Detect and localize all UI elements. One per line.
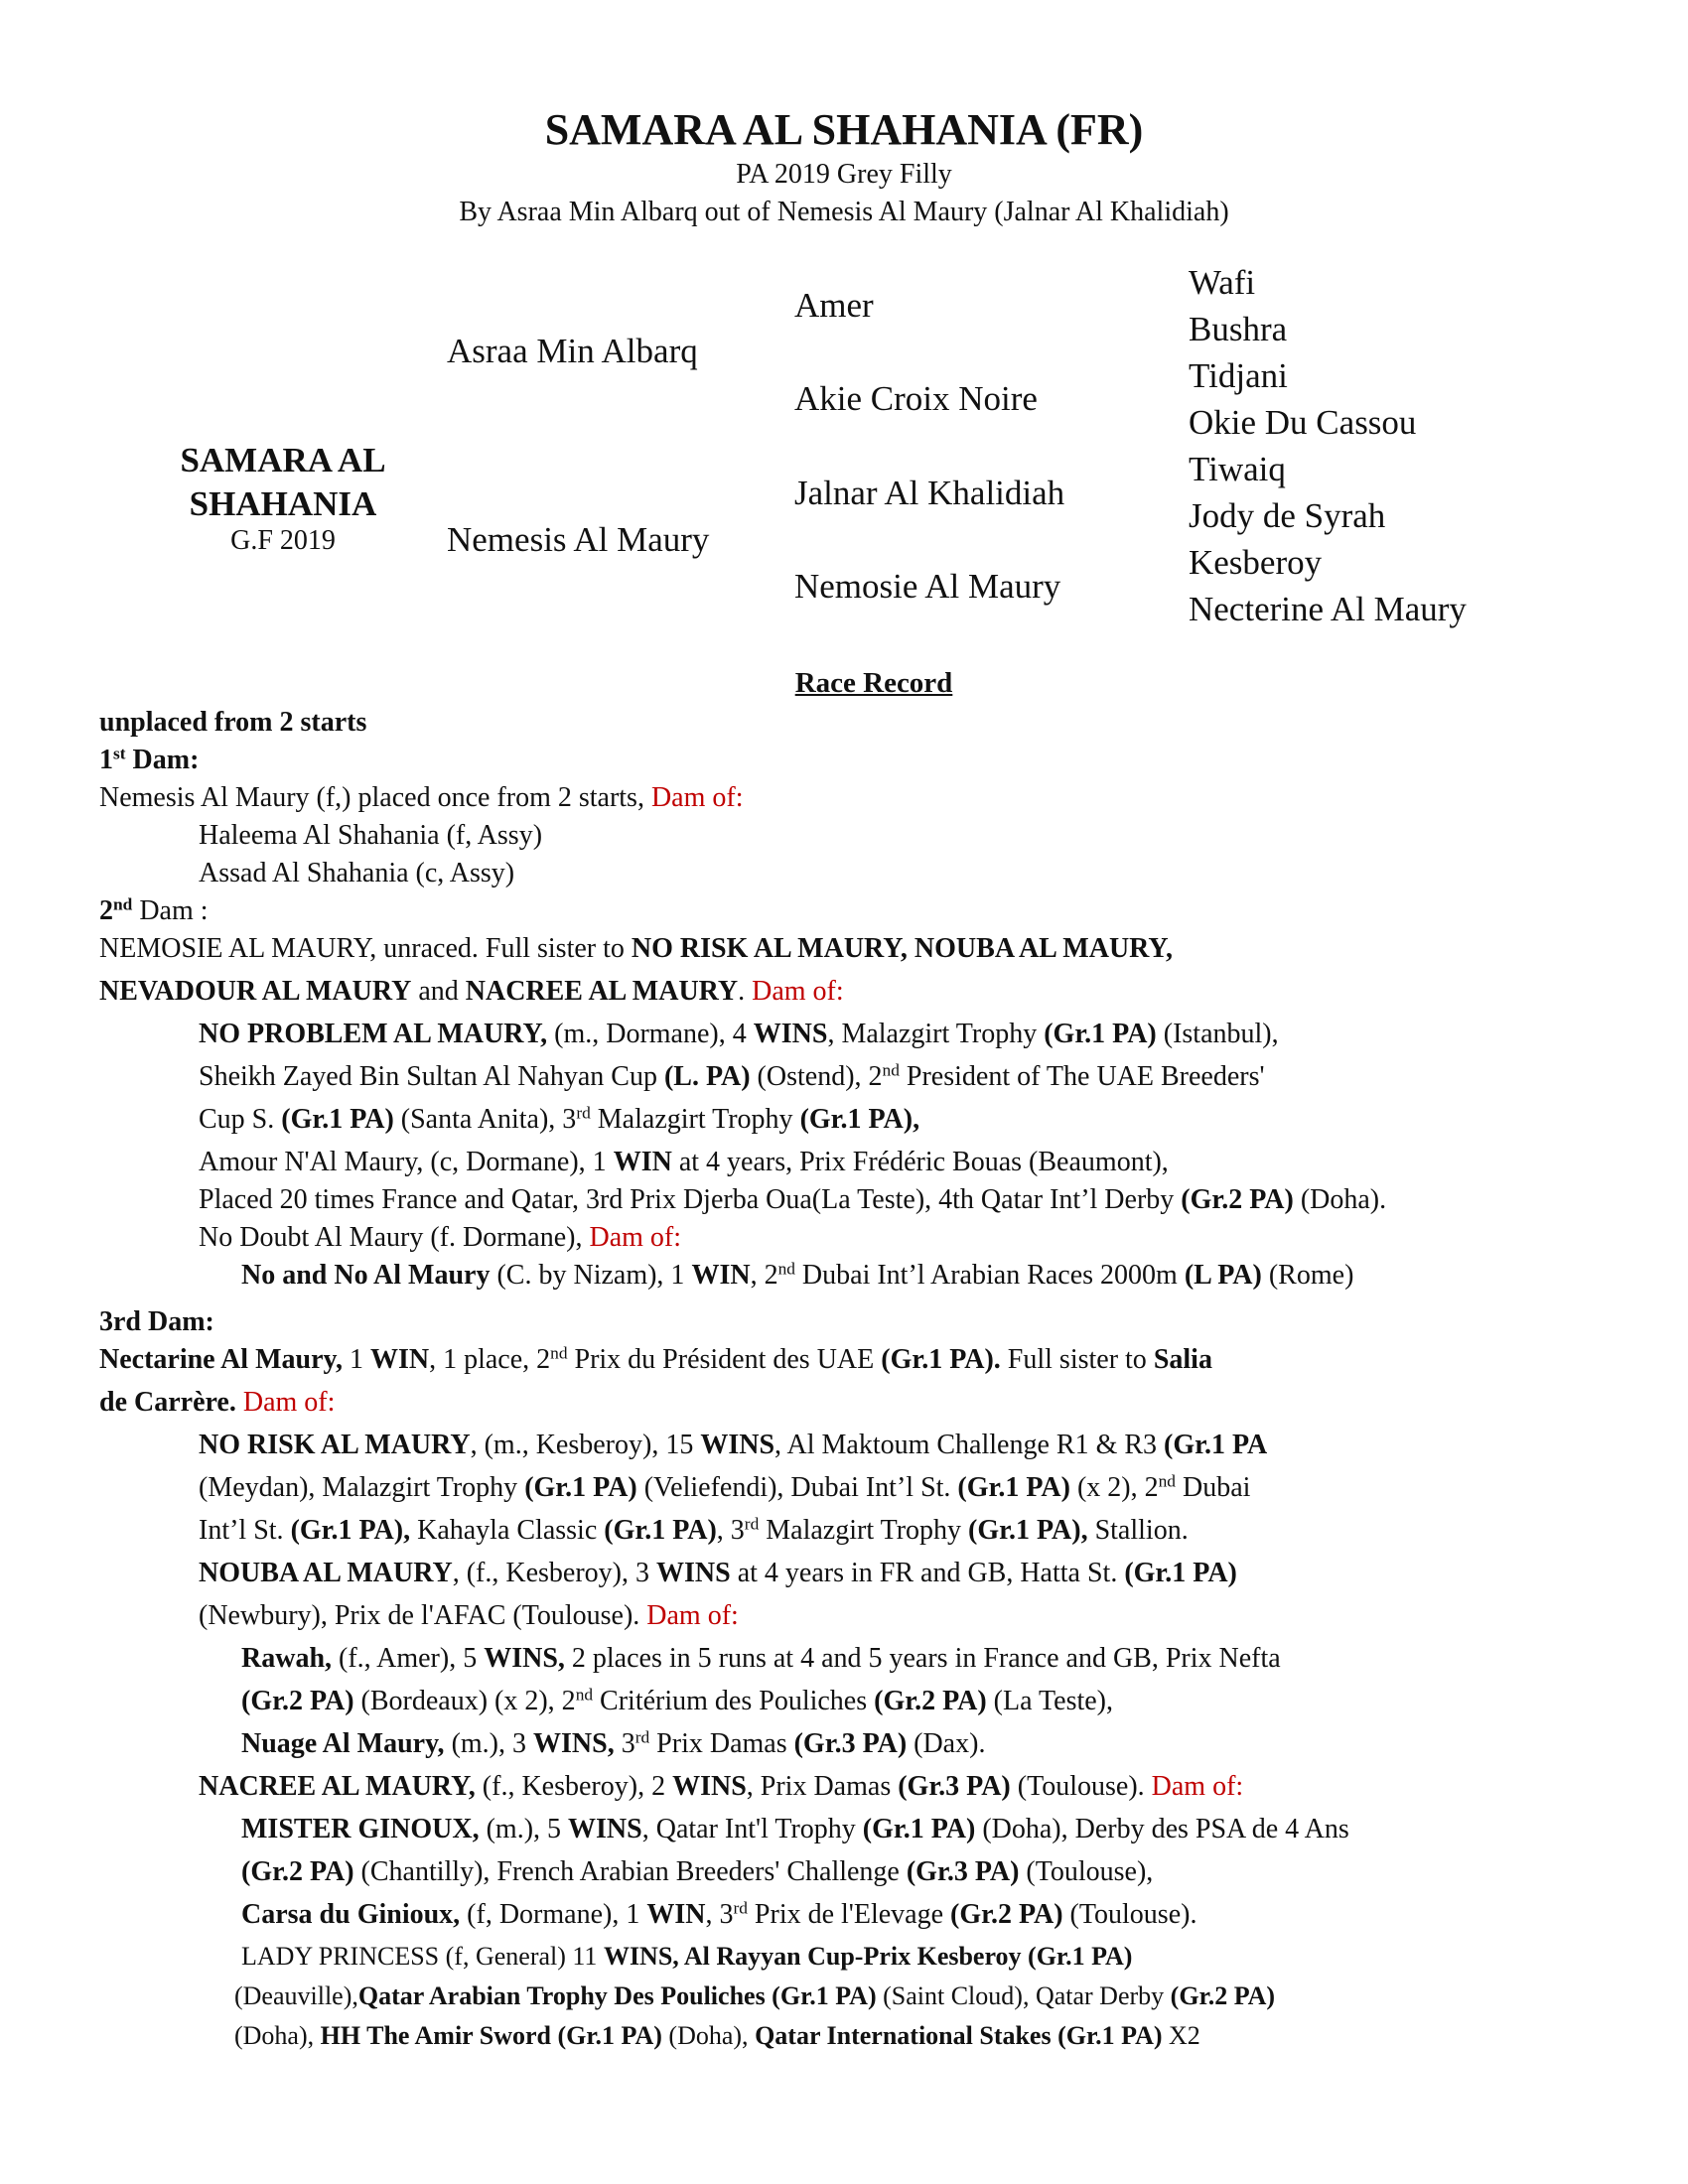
- second-dam-heading: 2nd Dam :: [99, 894, 209, 926]
- horse-info: G.F 2019: [230, 525, 336, 556]
- produce-line: NO RISK AL MAURY, (m., Kesberoy), 15 WINS, Al Maktoum Challenge R1 & R3 (Gr.1 PA: [199, 1430, 1268, 1460]
- first-dam-line: Nemesis Al Maury (f,) placed once from 2 starts, Dam of:: [99, 782, 744, 813]
- horse-name-line1: SAMARA AL: [180, 441, 386, 479]
- race-summary: unplaced from 2 starts: [99, 707, 367, 738]
- produce-line: MISTER GINOUX, (m.), 5 WINS, Qatar Int'l Trophy (Gr.1 PA) (Doha), Derby des PSA de 4 Ans: [241, 1814, 1349, 1844]
- page-title: SAMARA AL SHAHANIA (FR): [544, 105, 1144, 154]
- produce-line: (Meydan), Malazgirt Trophy (Gr.1 PA) (Veliefendi), Dubai Int’l St. (Gr.1 PA) (x 2), 2nd Dubai: [199, 1471, 1251, 1503]
- produce-line: (Gr.2 PA) (Bordeaux) (x 2), 2nd Critérium des Pouliches (Gr.2 PA) (La Teste),: [241, 1685, 1114, 1716]
- second-dam-line: NEMOSIE AL MAURY, unraced. Full sister to NO RISK AL MAURY, NOUBA AL MAURY,: [99, 933, 1174, 964]
- produce-line: Placed 20 times France and Qatar, 3rd Prix Djerba Oua(La Teste), 4th Qatar Int’l Derby (Gr.2 PA) (Doha).: [199, 1184, 1387, 1215]
- third-dam-heading: 3rd Dam:: [99, 1306, 214, 1337]
- produce-line: NOUBA AL MAURY, (f., Kesberoy), 3 WINS at 4 years in FR and GB, Hatta St. (Gr.1 PA): [199, 1558, 1237, 1588]
- great-grandparent: Tiwaiq: [1189, 450, 1286, 488]
- horse-name-line2: SHAHANIA: [189, 484, 377, 523]
- third-dam-line: de Carrère. Dam of:: [99, 1387, 336, 1418]
- second-dam-line: NEVADOUR AL MAURY and NACREE AL MAURY. Dam of:: [99, 976, 844, 1007]
- great-grandparent: Kesberoy: [1189, 543, 1323, 582]
- produce-line: Int’l St. (Gr.1 PA), Kahayla Classic (Gr.1 PA), 3rd Malazgirt Trophy (Gr.1 PA), Stallion.: [199, 1514, 1189, 1546]
- first-dam-heading: 1st Dam:: [99, 744, 200, 775]
- grandparent: Jalnar Al Khalidiah: [794, 474, 1065, 512]
- produce-line: Carsa du Ginioux, (f, Dormane), 1 WIN, 3rd Prix de l'Elevage (Gr.2 PA) (Toulouse).: [241, 1898, 1197, 1930]
- produce-line: NACREE AL MAURY, (f., Kesberoy), 2 WINS, Prix Damas (Gr.3 PA) (Toulouse). Dam of:: [199, 1771, 1244, 1802]
- grandparent: Amer: [794, 286, 874, 325]
- produce-line: NO PROBLEM AL MAURY, (m., Dormane), 4 WINS, Malazgirt Trophy (Gr.1 PA) (Istanbul),: [199, 1019, 1279, 1049]
- produce-line: No and No Al Maury (C. by Nizam), 1 WIN, 2nd Dubai Int’l Arabian Races 2000m (L PA) (Rome): [241, 1259, 1354, 1291]
- produce-line: Sheikh Zayed Bin Sultan Al Nahyan Cup (L. PA) (Ostend), 2nd President of The UAE Breeders': [199, 1060, 1265, 1092]
- sire-name: Asraa Min Albarq: [447, 332, 698, 370]
- produce-line: (Doha), HH The Amir Sword (Gr.1 PA) (Doha), Qatar International Stakes (Gr.1 PA) X2: [234, 2021, 1200, 2050]
- great-grandparent: Okie Du Cassou: [1189, 403, 1417, 442]
- produce-line: No Doubt Al Maury (f. Dormane), Dam of:: [199, 1222, 682, 1253]
- third-dam-line: Nectarine Al Maury, 1 WIN, 1 place, 2nd Prix du Président des UAE (Gr.1 PA). Full sister to Salia: [99, 1343, 1212, 1375]
- produce-line: LADY PRINCESS (f, General) 11 WINS, Al Rayyan Cup-Prix Kesberoy (Gr.1 PA): [241, 1942, 1133, 1971]
- dam-name: Nemesis Al Maury: [447, 520, 710, 559]
- great-grandparent: Jody de Syrah: [1189, 496, 1386, 535]
- grandparent: Akie Croix Noire: [794, 379, 1038, 418]
- produce-line: Rawah, (f., Amer), 5 WINS, 2 places in 5 runs at 4 and 5 years in France and GB, Prix Nefta: [241, 1643, 1281, 1674]
- grandparent: Nemosie Al Maury: [794, 567, 1061, 606]
- great-grandparent: Bushra: [1189, 310, 1288, 348]
- produce-line: Amour N'Al Maury, (c, Dormane), 1 WIN at 4 years, Prix Frédéric Bouas (Beaumont),: [199, 1147, 1169, 1177]
- subtitle: PA 2019 Grey Filly: [736, 159, 952, 190]
- produce-line: (Newbury), Prix de l'AFAC (Toulouse). Dam of:: [199, 1600, 739, 1631]
- produce-item: Haleema Al Shahania (f, Assy): [199, 820, 543, 851]
- produce-line: (Gr.2 PA) (Chantilly), French Arabian Breeders' Challenge (Gr.3 PA) (Toulouse),: [241, 1856, 1154, 1887]
- produce-item: Assad Al Shahania (c, Assy): [199, 858, 515, 888]
- great-grandparent: Tidjani: [1189, 356, 1288, 395]
- great-grandparent: Necterine Al Maury: [1189, 590, 1467, 628]
- produce-line: (Deauville),Qatar Arabian Trophy Des Pouliches (Gr.1 PA) (Saint Cloud), Qatar Derby (Gr.2 PA): [234, 1981, 1276, 2010]
- produce-line: Nuage Al Maury, (m.), 3 WINS, 3rd Prix Damas (Gr.3 PA) (Dax).: [241, 1727, 986, 1759]
- produce-line: Cup S. (Gr.1 PA) (Santa Anita), 3rd Malazgirt Trophy (Gr.1 PA),: [199, 1103, 920, 1135]
- sire-line: By Asraa Min Albarq out of Nemesis Al Maury (Jalnar Al Khalidiah): [459, 197, 1229, 227]
- great-grandparent: Wafi: [1189, 263, 1256, 302]
- race-record-heading: Race Record: [794, 667, 953, 699]
